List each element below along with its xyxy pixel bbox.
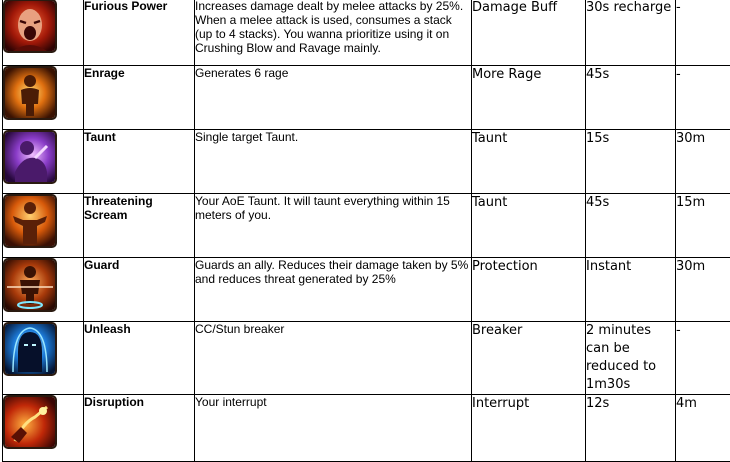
table-row [3, 66, 730, 130]
ability-name: Disruption [84, 395, 195, 462]
ability-name: Threatening Scream [84, 194, 195, 258]
icon-cell [3, 0, 84, 66]
ability-description: Your interrupt [195, 395, 472, 462]
table-row [3, 395, 730, 462]
ability-name: Furious Power [84, 0, 195, 66]
ability-cooldown: 30s recharge [586, 0, 676, 66]
icon-cell [3, 322, 84, 395]
ability-description: Guards an ally. Reduces their damage taken by 5% and reduces threat generated by 25% [195, 258, 472, 322]
ability-type: Breaker [472, 322, 586, 395]
ability-description: Your AoE Taunt. It will taunt everything within 15 meters of you. [195, 194, 472, 258]
ability-cooldown: 45s [586, 194, 676, 258]
ability-type: Taunt [472, 194, 586, 258]
ability-range: - [676, 66, 730, 130]
table-row [3, 0, 730, 66]
ability-name: Enrage [84, 66, 195, 130]
ability-name: Guard [84, 258, 195, 322]
ability-type: More Rage [472, 66, 586, 130]
icon-cell [3, 194, 84, 258]
table-row [3, 130, 730, 194]
icon-cell [3, 395, 84, 462]
icon-cell [3, 66, 84, 130]
abilities-table [2, 0, 730, 462]
ability-type: Interrupt [472, 395, 586, 462]
ability-range: - [676, 322, 730, 395]
disruption-icon [3, 395, 57, 449]
ability-cooldown: Instant [586, 258, 676, 322]
ability-description: Increases damage dealt by melee attacks by 25%. When a melee attack is used, consumes a stack (up to 4 stacks). You wanna prioritize using it on Crushing Blow and Ravage mainly. [195, 0, 472, 66]
ability-type: Taunt [472, 130, 586, 194]
threatening-scream-icon [3, 194, 57, 248]
ability-range: 4m [676, 395, 730, 462]
icon-cell [3, 258, 84, 322]
ability-cooldown: 2 minutes can be reduced to 1m30s [586, 322, 676, 395]
guard-icon [3, 258, 57, 312]
ability-range: - [676, 0, 730, 66]
unleash-icon [3, 322, 57, 376]
icon-cell [3, 130, 84, 194]
ability-cooldown: 45s [586, 66, 676, 130]
ability-range: 30m [676, 130, 730, 194]
enrage-icon [3, 66, 57, 120]
table-row [3, 258, 730, 322]
ability-name: Unleash [84, 322, 195, 395]
ability-name: Taunt [84, 130, 195, 194]
ability-cooldown: 12s [586, 395, 676, 462]
ability-range: 30m [676, 258, 730, 322]
table-row [3, 194, 730, 258]
table-row [3, 322, 730, 395]
ability-description: Generates 6 rage [195, 66, 472, 130]
taunt-icon [3, 130, 57, 184]
ability-range: 15m [676, 194, 730, 258]
ability-description: CC/Stun breaker [195, 322, 472, 395]
furious-power-icon [3, 0, 57, 53]
ability-type: Damage Buff [472, 0, 586, 66]
ability-description: Single target Taunt. [195, 130, 472, 194]
ability-type: Protection [472, 258, 586, 322]
ability-cooldown: 15s [586, 130, 676, 194]
